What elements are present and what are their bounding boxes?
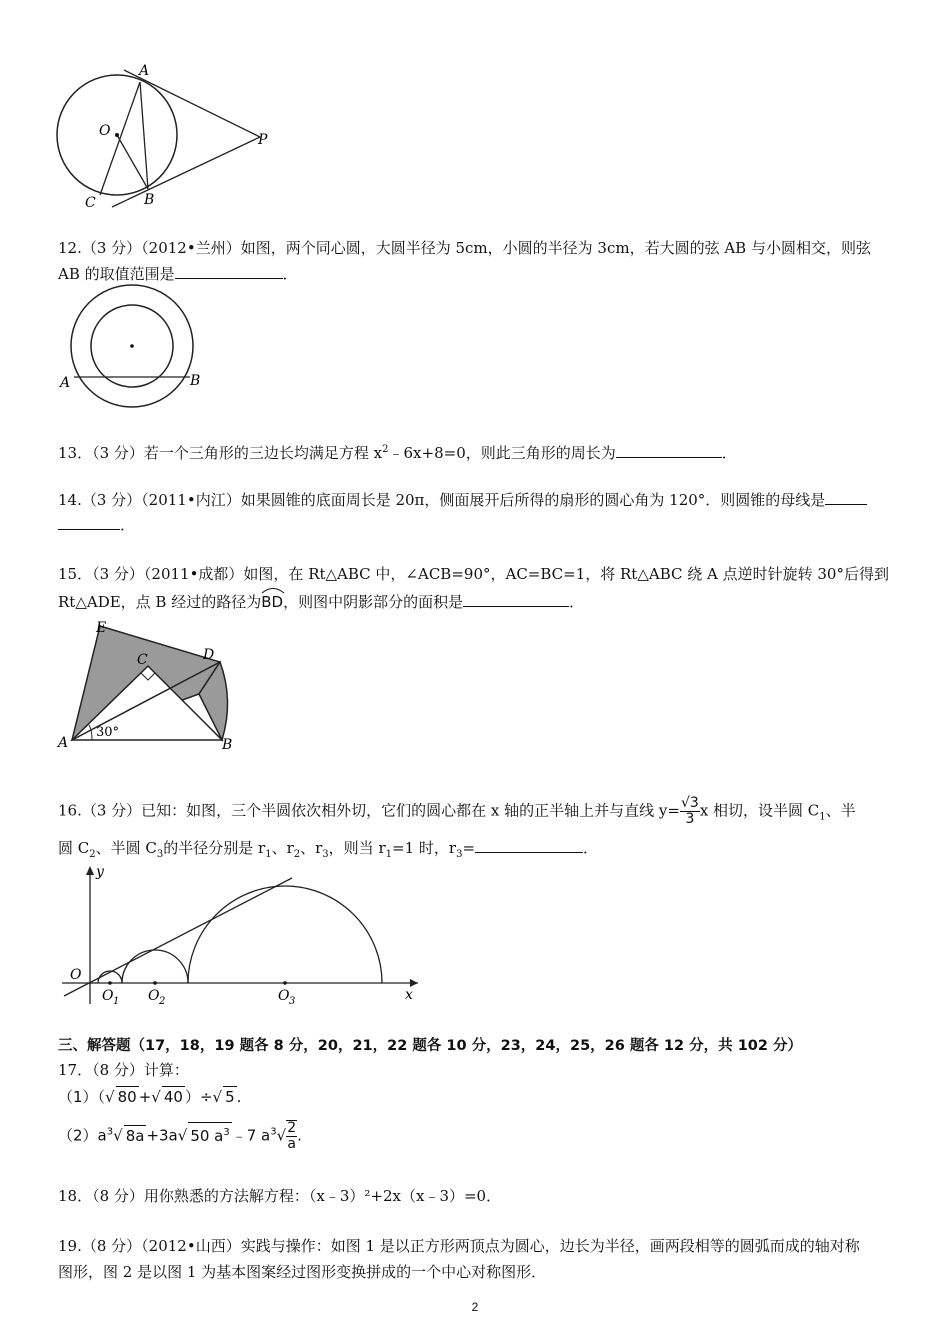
q12-line1: 12.（3 分）（2012•兰州）如图，两个同心圆，大圆半径为 5cm，小圆的半径为 3cm，若大圆的弦 AB 与小圆相交，则弦 bbox=[58, 239, 871, 257]
q16-l2d: 、r bbox=[271, 839, 294, 857]
q13-prefix: 13．（3 分）若一个三角形的三边长均满足方程 x bbox=[58, 444, 383, 462]
label-P: P bbox=[258, 132, 268, 148]
q18-line: 18．（8 分）用你熟悉的方法解方程：（x﹣3）²+2x（x﹣3）=0． bbox=[58, 1187, 502, 1205]
label-O: O bbox=[99, 123, 111, 139]
q12-line2-suffix: ． bbox=[282, 265, 298, 283]
label-B: B bbox=[144, 192, 155, 208]
q17-p1-open: （ bbox=[97, 1088, 106, 1106]
q17-p1-r2: 40 bbox=[163, 1088, 183, 1106]
q16-l2-sub2: 2 bbox=[89, 849, 96, 860]
angle-label: 30° bbox=[96, 725, 120, 740]
q16-l2h: = bbox=[462, 839, 476, 857]
q16-suffix: x 相切，设半圆 C bbox=[699, 801, 820, 820]
page-number: 2 bbox=[471, 1300, 479, 1314]
label-A: A bbox=[60, 375, 71, 391]
label-y: y bbox=[96, 864, 104, 880]
label-O3-sub: 3 bbox=[289, 996, 296, 1007]
q12-line2-prefix: AB 的取值范围是 bbox=[58, 265, 175, 283]
q16-l2-sub-r1b: 1 bbox=[385, 849, 392, 860]
label-O3: O bbox=[278, 988, 290, 1004]
q16-line2 bbox=[58, 838, 598, 865]
q15-line2 bbox=[58, 590, 584, 612]
label-E: E bbox=[96, 620, 107, 636]
q16-l2g: =1 时，r bbox=[392, 839, 457, 857]
q12-line2 bbox=[58, 264, 298, 284]
q16-l2-suffix: ． bbox=[583, 839, 599, 857]
q17-p2-a: a bbox=[97, 1126, 107, 1145]
q14-suffix: ． bbox=[120, 516, 136, 534]
q17-part2: $(2)a^3√$ 8a +3a√ 50 $a^3$ ﹣7 $a^3√$ $\frac{2}{a}$ . bbox=[58, 1120, 302, 1152]
q16-l2a: 圆 C bbox=[58, 839, 90, 857]
concentric-circles-figure bbox=[52, 284, 212, 414]
q17-p1-end: . bbox=[236, 1088, 242, 1106]
rotated-triangle-figure bbox=[52, 612, 252, 754]
q17-p2-a-sup: 3 bbox=[106, 1126, 114, 1138]
q17-p1-close: ）÷ bbox=[184, 1088, 213, 1106]
label-D: D bbox=[203, 647, 215, 663]
q17-p2-r2-sup: 3 bbox=[223, 1126, 230, 1138]
label-B: B bbox=[190, 373, 201, 389]
q15-middle: ，则图中阴影部分的面积是 bbox=[283, 593, 464, 611]
q14-answer-blank-a[interactable] bbox=[825, 490, 867, 505]
q16-l2-sub-r3b: 3 bbox=[456, 849, 463, 860]
arc-bd-label: BD bbox=[261, 593, 284, 611]
q14-text: 14.（3 分）（2011•内江）如果圆锥的底面周长是 20π，侧面展开后所得的扇形的圆心角为 120°．则圆锥的母线是 bbox=[58, 491, 826, 509]
q17-p2-frac-den: a bbox=[287, 1136, 296, 1152]
q14-line1 bbox=[58, 490, 867, 510]
frac-num: √3 bbox=[680, 795, 699, 811]
frac-den: 3 bbox=[685, 811, 695, 827]
q13-sup: 2 bbox=[382, 444, 389, 455]
label-A: A bbox=[139, 63, 150, 79]
q17-p1-r3: 5 bbox=[225, 1088, 235, 1106]
q16-l2-sub3: 3 bbox=[156, 849, 164, 860]
q16-l2-sub-r3: 3 bbox=[322, 849, 329, 860]
q16-tail: 、半 bbox=[825, 801, 856, 820]
q16-answer-blank[interactable] bbox=[475, 838, 583, 853]
circle-tangent-figure bbox=[52, 62, 282, 217]
q17-part1: （1）（√ 80 +√ 40 ）÷√ 5 . bbox=[58, 1088, 242, 1106]
q13-answer-blank[interactable] bbox=[616, 443, 722, 458]
q16-l2-sub-r1: 1 bbox=[265, 849, 272, 860]
q16-l2e: 、r bbox=[300, 839, 323, 857]
q17-title: 17．（8 分）计算： bbox=[58, 1061, 189, 1079]
label-B: B bbox=[222, 737, 233, 753]
q13-line bbox=[58, 440, 737, 463]
q16-sub1: 1 bbox=[819, 811, 826, 823]
q17-p2-r2-wrap bbox=[188, 1122, 231, 1146]
label-O: O bbox=[70, 967, 82, 983]
q16-line1 bbox=[58, 796, 856, 828]
q14-line2 bbox=[58, 515, 135, 535]
q17-p2-minus: ﹣7 a bbox=[231, 1126, 271, 1145]
label-O1-sub: 1 bbox=[113, 996, 120, 1007]
q15-answer-blank[interactable] bbox=[463, 592, 569, 607]
semicircles-figure bbox=[52, 862, 432, 1010]
q12-answer-blank[interactable] bbox=[175, 264, 283, 279]
q17-p2-frac bbox=[286, 1120, 297, 1152]
q17-p2-plus: +3a bbox=[146, 1126, 178, 1145]
q16-l2f: ，则当 r bbox=[328, 839, 386, 857]
label-C: C bbox=[85, 195, 96, 211]
q16-prefix: 16.（3 分）已知：如图，三个半圆依次相外切，它们的圆心都在 x 轴的正半轴上并与直线 y= bbox=[58, 801, 680, 820]
q16-l2c: 的半径分别是 r bbox=[163, 839, 266, 857]
q15-suffix: ． bbox=[569, 593, 585, 611]
q17-p2-frac-num: 2 bbox=[287, 1120, 297, 1136]
q15-prefix: Rt△ADE，点 B 经过的路径为 bbox=[58, 593, 262, 611]
label-O2: O bbox=[148, 988, 160, 1004]
q19-line1: 19.（8 分）（2012•山西）实践与操作：如图 1 是以正方形两顶点为圆心，边长为半径，画两段相等的圆弧而成的轴对称 bbox=[58, 1237, 860, 1255]
q13-middle: ﹣6x+8=0，则此三角形的周长为 bbox=[388, 444, 616, 462]
q17-p1-r1: 80 bbox=[117, 1088, 137, 1106]
q17-p1-label: （1） bbox=[58, 1088, 98, 1106]
q15-line1: 15．（3 分）（2011•成都）如图，在 Rt△ABC 中，∠ACB=90°，AC=BC=1，将 Rt△ABC 绕 A 点逆时针旋转 30°后得到 bbox=[58, 565, 889, 583]
q16-l2b: 、半圆 C bbox=[95, 839, 157, 857]
q13-suffix: ． bbox=[721, 444, 737, 462]
sqrt3-over-3 bbox=[680, 796, 700, 827]
label-x: x bbox=[405, 987, 413, 1003]
q14-answer-blank-b[interactable] bbox=[58, 515, 120, 530]
q17-p2-r2: 50 a bbox=[190, 1126, 224, 1145]
q17-p2-end: . bbox=[297, 1126, 302, 1145]
q19-line2: 图形，图 2 是以图 1 为基本图案经过图形变换拼成的一个中心对称图形． bbox=[58, 1263, 547, 1281]
arc-bd bbox=[261, 590, 283, 612]
section-3-heading: 三、解答题（17，18，19 题各 8 分，20，21，22 题各 10 分，23，24，25，26 题各 12 分，共 102 分） bbox=[58, 1038, 803, 1054]
q17-p2-r1: 8a bbox=[125, 1126, 145, 1145]
label-A: A bbox=[58, 735, 69, 751]
label-O1: O bbox=[102, 988, 114, 1004]
q16-l2-sub-r2: 2 bbox=[293, 849, 301, 860]
q17-p2-label: （2） bbox=[58, 1126, 98, 1145]
q17-p1-plus: + bbox=[138, 1088, 152, 1106]
q17-p2-minus-sup: 3 bbox=[270, 1126, 277, 1138]
label-C: C bbox=[137, 652, 148, 668]
label-O2-sub: 2 bbox=[159, 996, 166, 1007]
